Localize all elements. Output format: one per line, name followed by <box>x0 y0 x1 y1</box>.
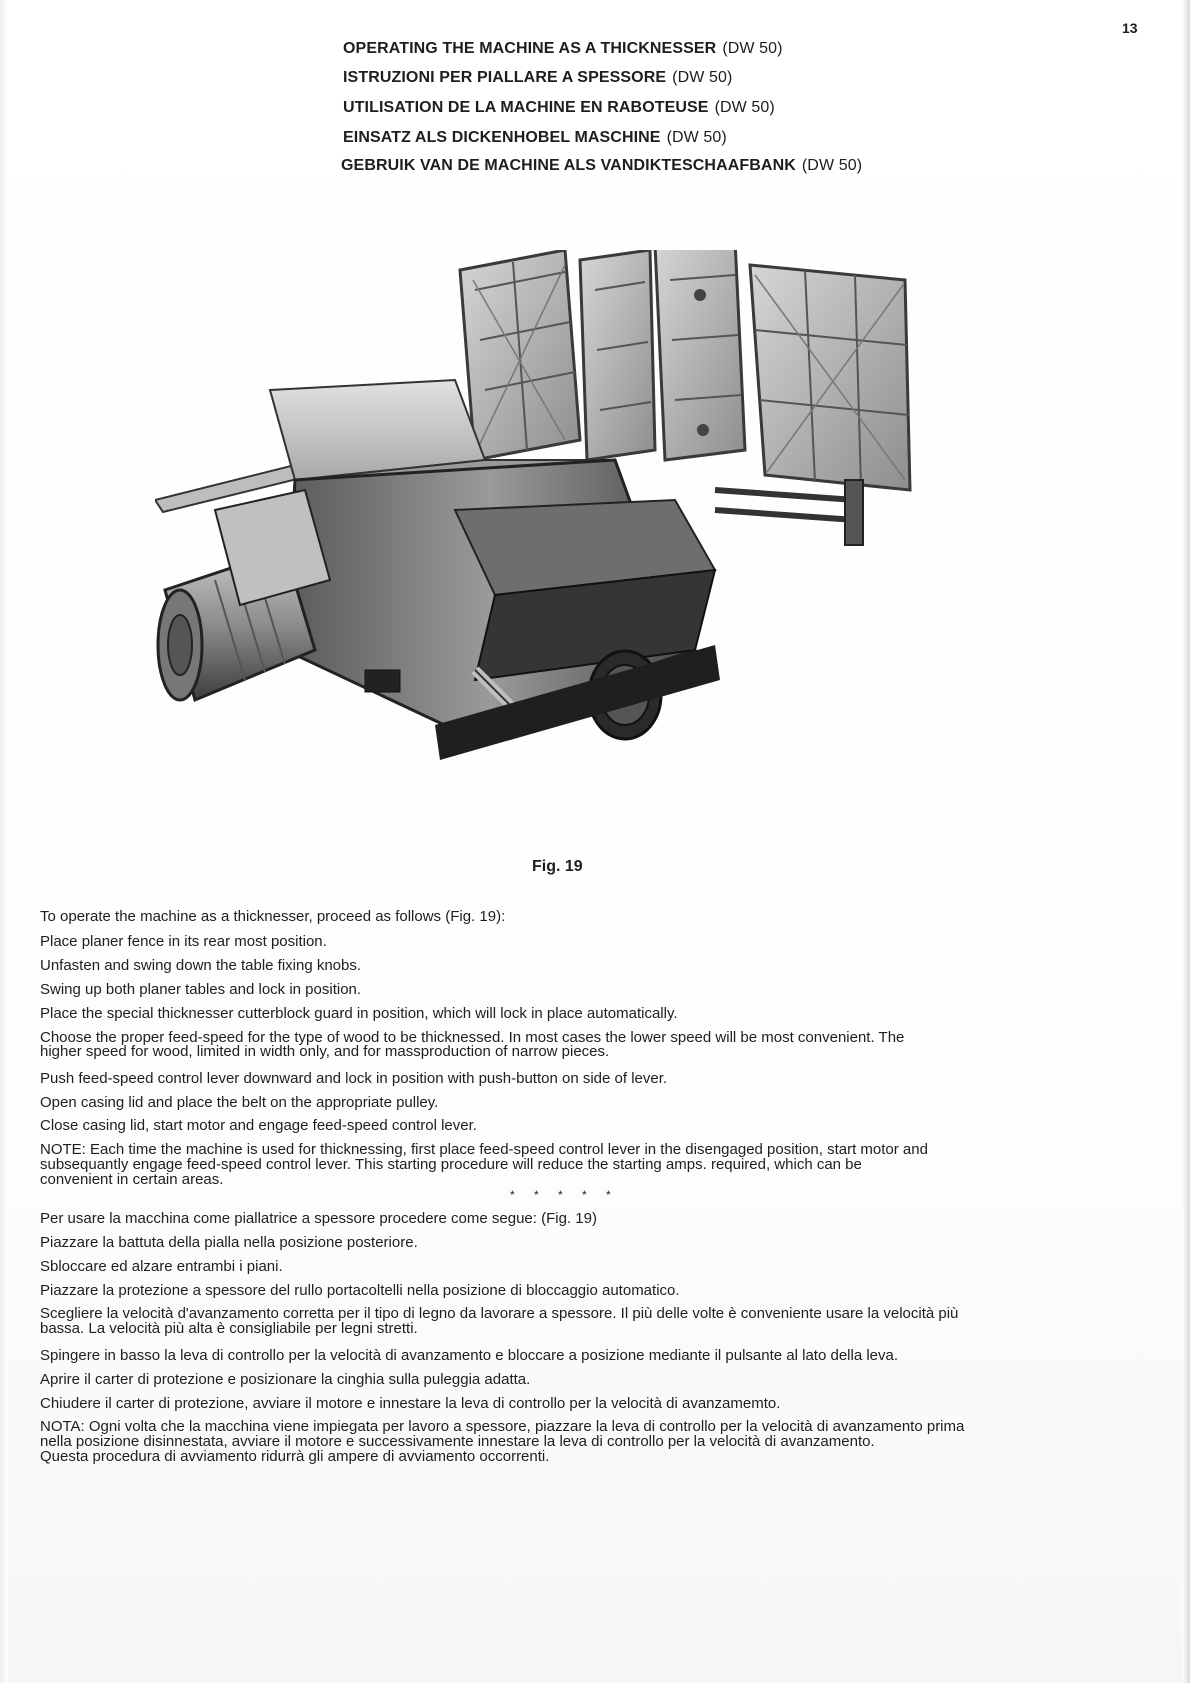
english-line: Swing up both planer tables and lock in position. <box>40 981 362 998</box>
italian-line: NOTA: Ogni volta che la macchina viene impiegata per lavoro a spessore, piazzare la leva di controllo per la velocità di avanzamento prima <box>40 1418 965 1435</box>
machine-photo <box>155 250 995 805</box>
section-separator: * * * * * <box>510 1188 619 1202</box>
italian-line: Aprire il carter di protezione e posizionare la cinghia sulla puleggia adatta. <box>40 1371 531 1388</box>
english-line: Place planer fence in its rear most position. <box>40 933 327 950</box>
page-edge-left <box>0 0 8 1683</box>
italian-line: Piazzare la protezione a spessore del rullo portacoltelli nella posizione di bloccaggio automatico. <box>40 1282 680 1299</box>
english-line: convenient in certain areas. <box>40 1171 224 1188</box>
title-dutch: GEBRUIK VAN DE MACHINE ALS VANDIKTESCHAAFBANK (DW 50) <box>341 157 863 174</box>
english-line: Place the special thicknesser cutterblock guard in position, which will lock in place automatically. <box>40 1005 678 1022</box>
far-right-upright-table <box>750 265 910 490</box>
english-line: Push feed-speed control lever downward and lock in position with push-button on side of lever. <box>40 1070 668 1087</box>
italian-line: bassa. La velocità più alta è consigliabile per legni stretti. <box>40 1320 418 1337</box>
title-english: OPERATING THE MACHINE AS A THICKNESSER (DW 50) <box>343 40 783 57</box>
english-line: higher speed for wood, limited in width only, and for massproduction of narrow pieces. <box>40 1043 610 1060</box>
italian-line: nella posizione disinnestata, avviare il motore e successivamente innestare la leva di controllo per la velocità di avanzamento. <box>40 1433 875 1450</box>
italian-line: Sbloccare ed alzare entrambi i piani. <box>40 1258 283 1275</box>
english-line: To operate the machine as a thicknesser, proceed as follows (Fig. 19): <box>40 908 506 925</box>
italian-line: Spingere in basso la leva di controllo per la velocità di avanzamento e bloccare a posizione mediante il pulsante al lato della leva. <box>40 1347 899 1364</box>
english-line: Close casing lid, start motor and engage feed-speed control lever. <box>40 1117 477 1134</box>
support-arms <box>715 480 863 545</box>
english-line: Unfasten and swing down the table fixing knobs. <box>40 957 362 974</box>
italian-line: Questa procedura di avviamento ridurrà gli ampere di avviamento occorrenti. <box>40 1448 550 1465</box>
italian-line: Piazzare la battuta della pialla nella posizione posteriore. <box>40 1234 418 1251</box>
page-number: 13 <box>1122 20 1138 36</box>
italian-line: Chiudere il carter di protezione, avviare il motore e innestare la leva di controllo per la velocità di avanzamemto. <box>40 1395 781 1412</box>
center-upright-table <box>580 250 655 460</box>
italian-line: Scegliere la velocità d'avanzamento corretta per il tipo di legno da lavorare a spessore. Il più delle volte è conveniente usare la velocità più <box>40 1305 959 1322</box>
english-line: NOTE: Each time the machine is used for thicknessing, first place feed-speed control lever in the disengaged position, start motor and <box>40 1141 928 1158</box>
thicknesser-machine-illustration <box>155 250 995 805</box>
english-line: subsequantly engage feed-speed control lever. This starting procedure will reduce the starting amps. required, which can be <box>40 1156 862 1173</box>
figure-caption: Fig. 19 <box>532 858 583 875</box>
left-upright-table <box>460 250 580 460</box>
english-line: Open casing lid and place the belt on the appropriate pulley. <box>40 1094 439 1111</box>
title-german: EINSATZ ALS DICKENHOBEL MASCHINE (DW 50) <box>343 129 727 146</box>
title-italian: ISTRUZIONI PER PIALLARE A SPESSORE (DW 50) <box>343 69 733 86</box>
italian-line: Per usare la macchina come piallatrice a spessore procedere come segue: (Fig. 19) <box>40 1210 597 1227</box>
page-edge-right <box>1182 0 1190 1683</box>
right-upright-table <box>655 250 745 460</box>
english-line: Choose the proper feed-speed for the type of wood to be thicknessed. In most cases the lower speed will be most convenient. The <box>40 1029 905 1046</box>
title-french: UTILISATION DE LA MACHINE EN RABOTEUSE (DW 50) <box>343 99 775 116</box>
